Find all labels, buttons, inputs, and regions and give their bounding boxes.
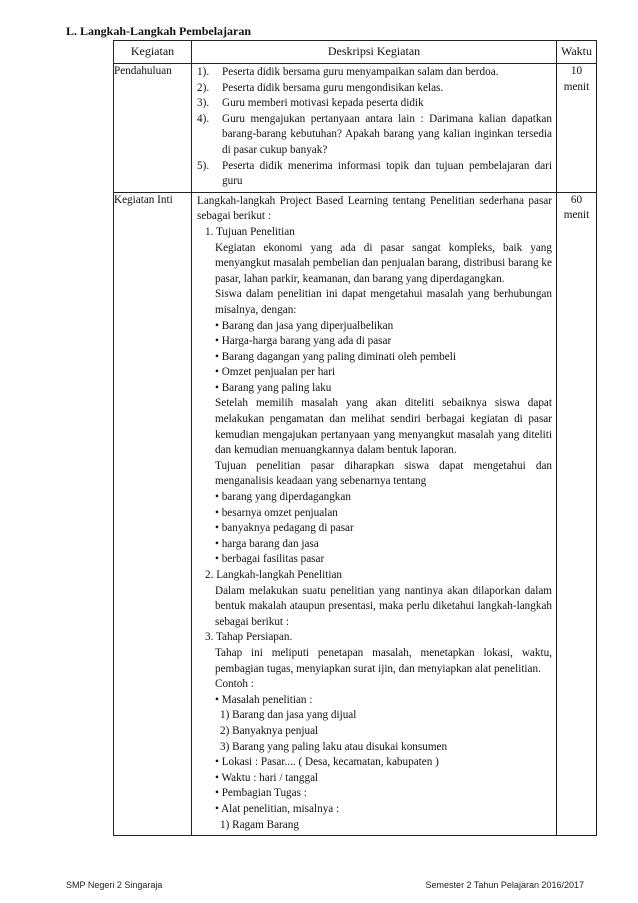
list-item: 2) Banyaknya penjual (220, 724, 319, 737)
list-item: 5). Peserta didik menerima informasi topik dan tujuan pembelajaran dari guru (197, 159, 552, 188)
footer-school: SMP Negeri 2 Singaraja (66, 880, 163, 890)
list-item: • Alat penelitian, misalnya : (215, 802, 340, 815)
deskripsi-inti (192, 192, 557, 835)
list-item: • berbagai fasilitas pasar (215, 553, 325, 566)
waktu-value: 10 (570, 65, 583, 77)
list-item: • banyaknya pedagang di pasar (215, 522, 354, 535)
numbered-list (197, 708, 552, 755)
list-item: 4). Guru mengajukan pertanyaan antara lain : Darimana kalian dapatkan barang-barang kebutuhan? Apakah barang yang kalian inginkan tersedia di pasar cukup banyak? (197, 112, 552, 156)
bullet-list (197, 490, 552, 568)
list-item: • Masalah penelitian : (215, 693, 313, 706)
list-item: 3). Guru memberi motivasi kepada peserta didik (197, 97, 424, 110)
list-item: • Lokasi : Pasar.... ( Desa, kecamatan, kabupaten ) (215, 756, 439, 769)
contoh-label: Contoh : (215, 678, 254, 691)
paragraph: Tahap ini meliputi penetapan masalah, menetapkan lokasi, waktu, pembagian tugas, menyiapkan surat ijin, dan menyiapkan alat penelitian. (215, 646, 552, 675)
list-item: • Pembagian Tugas : (215, 787, 307, 800)
table-row-pendahuluan (114, 64, 597, 193)
waktu-unit: menit (563, 80, 590, 93)
section-heading: 1. Tujuan Penelitian (205, 225, 295, 238)
list-item: • Barang dagangan yang paling diminati oleh pembeli (215, 350, 456, 363)
kegiatan-inti: Kegiatan Inti (114, 192, 192, 835)
section-heading: 2. Langkah-langkah Penelitian (205, 569, 343, 581)
waktu-inti (557, 192, 597, 835)
list-item: • Omzet penjualan per hari (215, 366, 336, 379)
table-header-row (114, 41, 597, 64)
lesson-steps-table (113, 40, 597, 836)
bullet-list (197, 755, 552, 817)
list-item: 1). Peserta didik bersama guru menyampaikan salam dan berdoa. (197, 66, 499, 78)
header-waktu: Waktu (557, 41, 597, 64)
footer-semester: Semester 2 Tahun Pelajaran 2016/2017 (425, 880, 584, 890)
list-item: 1) Ragam Barang (220, 818, 299, 831)
section-title: L. Langkah-Langkah Pembelajaran (66, 24, 252, 38)
paragraph: Setelah memilih masalah yang akan diteliti sebaiknya siswa dapat melakukan pengamatan dan melihat sendiri berbagai kegiatan di pasar kemudian mengajukan pertanyaan yang menyangkut masalah yang diteliti dan kemudian menuangkannya dalam bentuk laporan. (215, 397, 552, 457)
bullet-list (197, 319, 552, 397)
header-deskripsi: Deskripsi Kegiatan (192, 41, 557, 64)
deskripsi-pendahuluan (192, 64, 557, 193)
table-row-inti (114, 192, 597, 835)
paragraph: Kegiatan ekonomi yang ada di pasar sangat kompleks, baik yang menyangkut masalah pembelian dan penjualan barang, distribusi barang ke pasar, lahan parkir, keamanan, dan barang yang diperdagangkan. (215, 241, 552, 285)
kegiatan-pendahuluan: Pendahuluan (114, 64, 192, 193)
waktu-pendahuluan (557, 64, 597, 193)
list-item: • Waktu : hari / tanggal (215, 771, 319, 784)
list-item: • Barang dan jasa yang diperjualbelikan (215, 319, 394, 332)
list-item: • harga barang dan jasa (215, 537, 319, 550)
list-item: 2). Peserta didik bersama guru mengondisikan kelas. (197, 81, 444, 94)
header-kegiatan: Kegiatan (114, 41, 192, 64)
list-item: • besarnya omzet penjualan (215, 506, 338, 519)
list-item: 1) Barang dan jasa yang dijual (220, 709, 357, 722)
waktu-unit: menit (563, 209, 590, 222)
list-item: • Harga-harga barang yang ada di pasar (215, 335, 392, 348)
paragraph: Dalam melakukan suatu penelitian yang nantinya akan dilaporkan dalam bentuk makalah ataupun presentasi, maka perlu diketahui langkah-langkah sebagai berikut : (215, 584, 552, 628)
waktu-value: 60 (570, 193, 583, 206)
list-item: • Barang yang paling laku (215, 381, 332, 394)
section-heading: 3. Tahap Persiapan. (205, 631, 293, 644)
paragraph: Tujuan penelitian pasar diharapkan siswa dapat mengetahui dan menganalisis keadaan yang sebenarnya tentang (215, 459, 552, 488)
list-item: 3) Barang yang paling laku atau disukai konsumen (220, 740, 448, 753)
paragraph: Siswa dalam penelitian ini dapat mengetahui masalah yang berhubungan misalnya, dengan: (215, 288, 552, 316)
inti-intro: Langkah-langkah Project Based Learning tentang Penelitian sederhana pasar sebagai berikut : (197, 194, 552, 223)
list-item: • barang yang diperdagangkan (215, 491, 351, 504)
numbered-list (197, 818, 552, 834)
